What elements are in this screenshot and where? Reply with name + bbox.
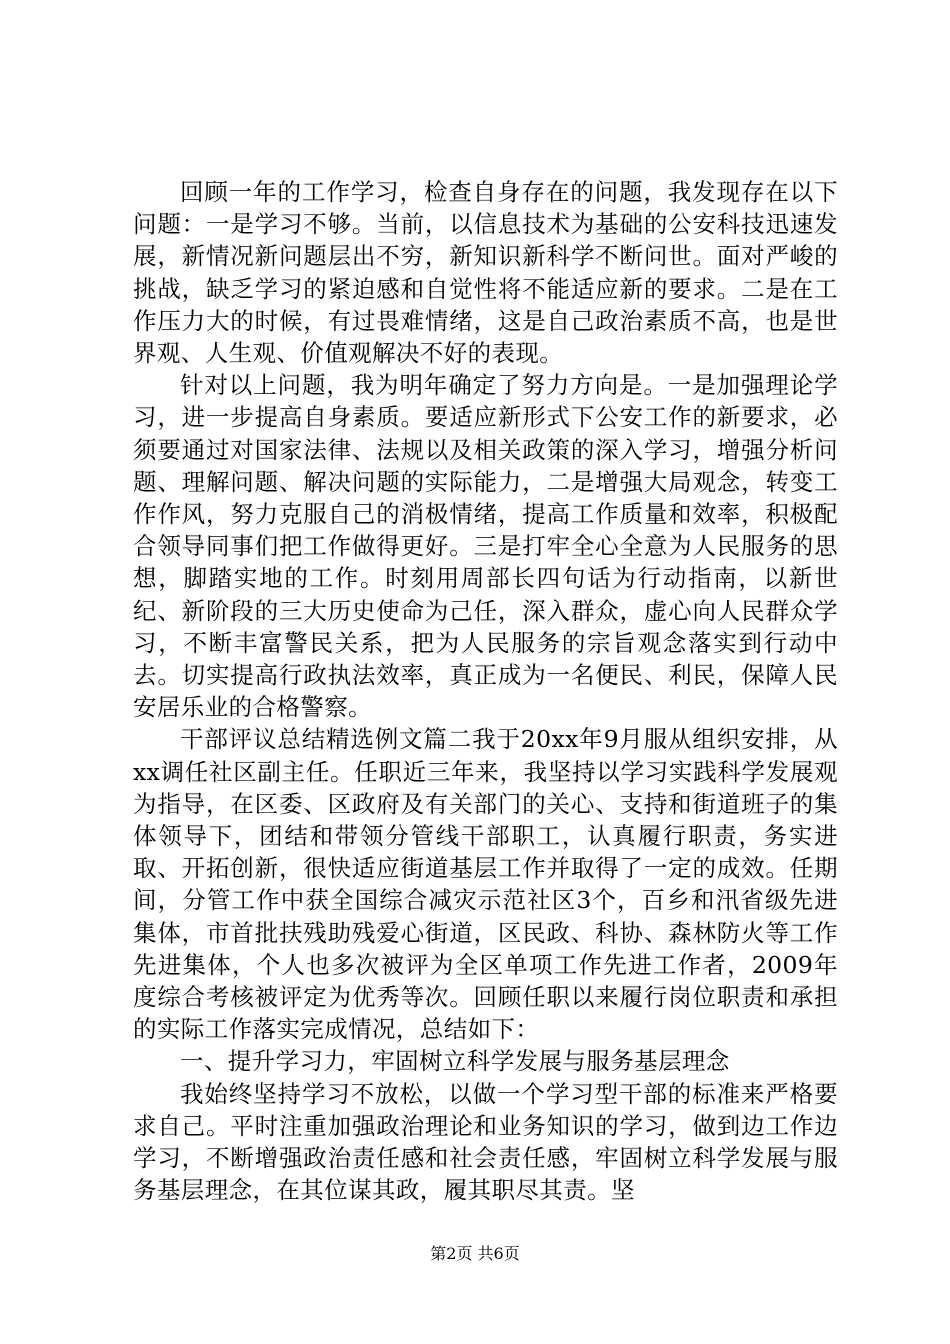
document-body [133, 176, 838, 1207]
paragraph-learning-detail: 我始终坚持学习不放松，以做一个学习型干部的标准来严格要求自己。平时注重加强政治理论和业务知识的学习，做到边工作边学习，不断增强政治责任感和社会责任感，牢固树立科学发展与服务基层理念，在其位谋其政，履其职尽其责。坚 [133, 1079, 838, 1205]
paragraph-review-problems: 回顾一年的工作学习，检查自身存在的问题，我发现存在以下问题：一是学习不够。当前，以信息技术为基础的公安科技迅速发展，新情况新问题层出不穷，新知识新科学不断问世。面对严峻的挑战，缺乏学习的紧迫感和自觉性将不能适应新的要求。二是在工作压力大的时候，有过畏难情绪，这是自己政治素质不高，也是世界观、人生观、价值观解决不好的表现。 [133, 178, 838, 368]
paragraph-example-two-intro: 干部评议总结精选例文篇二我于20xx年9月服从组织安排，从xx调任社区副主任。任职近三年来，我坚持以学习实践科学发展观为指导，在区委、区政府及有关部门的关心、支持和街道班子的集体领导下，团结和带领分管线干部职工，认真履行职责，务实进取、开拓创新，很快适应街道基层工作并取得了一定的成效。任期间，分管工作中获全国综合减灾示范社区3个，百乡和汛省级先进集体，市首批扶残助残爱心街道，区民政、科协、森林防火等工作先进集体，个人也多次被评为全区单项工作先进工作者，2009年度综合考核被评定为优秀等次。回顾任职以来履行岗位职责和承担的实际工作落实完成情况，总结如下： [133, 725, 838, 1044]
paragraph-improvement-direction: 针对以上问题，我为明年确定了努力方向是。一是加强理论学习，进一步提高自身素质。要适应新形式下公安工作的新要求，必须要通过对国家法律、法规以及相关政策的深入学习，增强分析问题、理解问题、解决问题的实际能力，二是增强大局观念，转变工作作风，努力克服自己的消极情绪，提高工作质量和效率，积极配合领导同事们把工作做得更好。三是打牢全心全意为人民服务的思想，脚踏实地的工作。时刻用周部长四句话为行动指南，以新世纪、新阶段的三大历史使命为己任，深入群众，虚心向人民群众学习，不断丰富警民关系，把为人民服务的宗旨观念落实到行动中去。切实提高行政执法效率，真正成为一名便民、利民，保障人民安居乐业的合格警察。 [133, 371, 838, 722]
section-heading-learning: 一、提升学习力，牢固树立科学发展与服务基层理念 [180, 1047, 730, 1076]
page-number-footer: 第2页 共6页 [430, 1244, 520, 1263]
